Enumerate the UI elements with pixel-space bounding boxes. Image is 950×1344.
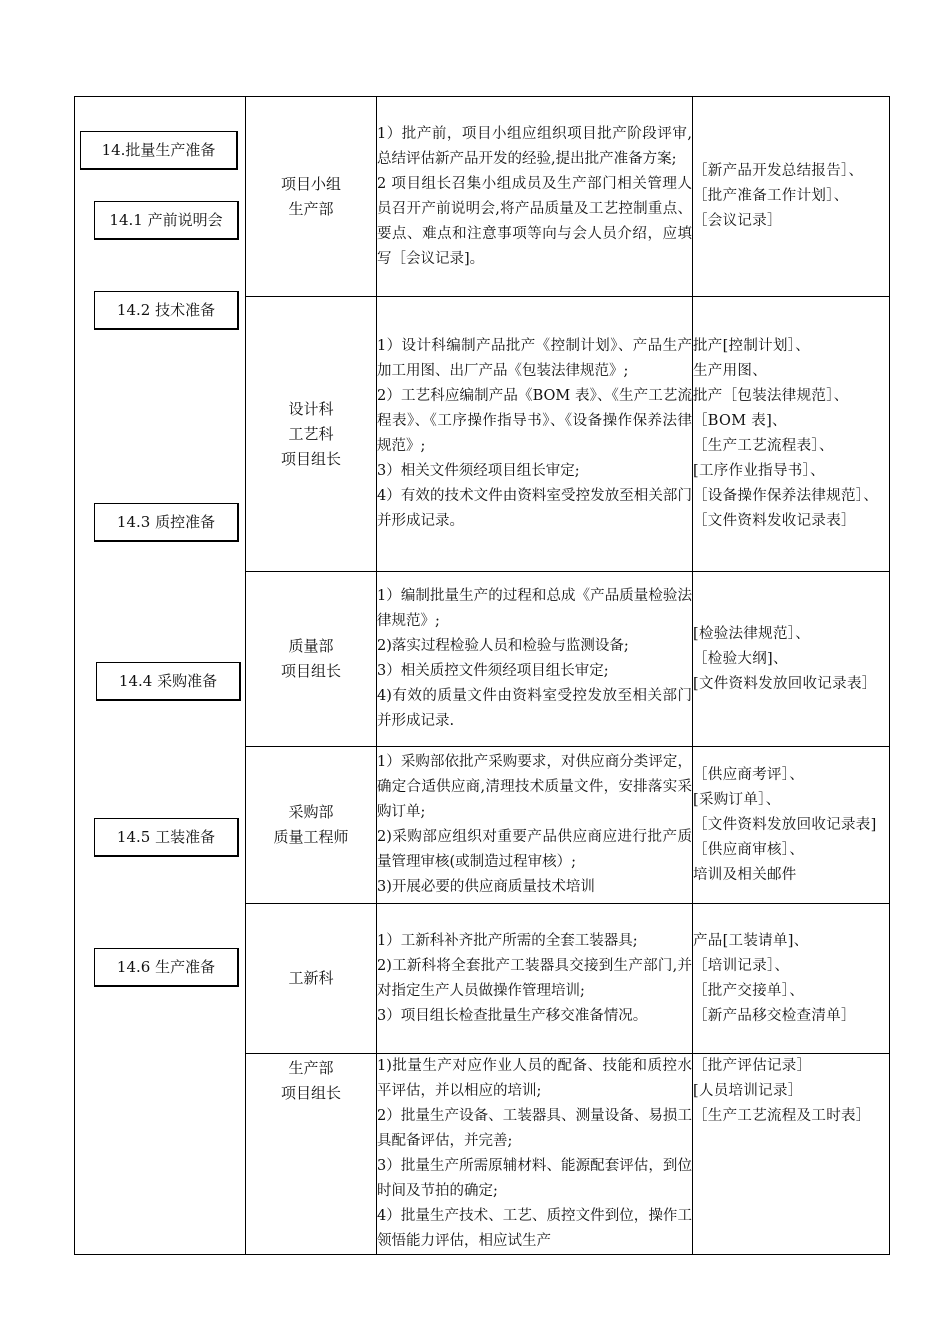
records-cell <box>693 97 890 297</box>
department-line: 质量工程师 <box>273 828 349 846</box>
flow-step-procurement-prep: 14.4 采购准备 <box>96 662 241 701</box>
department-line: 生产部 <box>288 1059 334 1077</box>
record-item: ［批产评估记录］ <box>693 1058 812 1074</box>
description-item: 1）工新科补齐批产所需的全套工装器具; <box>377 932 638 949</box>
record-item: [工序作业指导书］、 <box>693 463 825 479</box>
department-cell <box>246 97 377 297</box>
description-item: 1）编制批量生产的过程和总成《产品质量检验法律规范》; <box>377 588 692 629</box>
record-item: ［批产准备工作计划］、 <box>693 188 849 204</box>
flow-step-preproduction-briefing: 14.1 产前说明会 <box>94 201 239 240</box>
record-item: ［BOM 表]、 <box>693 413 787 429</box>
department-line: 工艺科 <box>288 424 334 443</box>
flow-step-tooling-prep: 14.5 工装准备 <box>94 818 239 857</box>
description-cell <box>377 572 693 747</box>
flow-column <box>75 97 246 1255</box>
department-cell <box>246 572 377 747</box>
description-item: 3）相关质控文件须经项目组长审定; <box>377 663 609 679</box>
description-item: 4)有效的质量文件由资料室受控发放至相关部门并形成记录. <box>377 688 692 729</box>
record-item: ［批产交接单］、 <box>693 982 805 999</box>
description-item: 3）批量生产所需原辅材料、能源配套评估，到位时间及节拍的确定; <box>377 1158 692 1199</box>
description-item: 4）有效的技术文件由资料室受控发放至相关部门并形成记录。 <box>377 488 692 529</box>
record-item: 批产［包装法律规范］、 <box>693 388 849 404</box>
record-item: ［新产品开发总结报告］、 <box>693 163 864 179</box>
record-item: ［供应商审核］、 <box>693 841 805 858</box>
record-item: 批产[控制计划］、 <box>693 338 811 354</box>
flow-step-technical-prep: 14.2 技术准备 <box>94 291 239 330</box>
description-item: 2)采购部应组织对重要产品供应商应进行批产质量管理审核(或制造过程审核）; <box>377 829 692 870</box>
department-line: 工新科 <box>288 969 334 987</box>
department-line: 生产部 <box>288 199 334 218</box>
description-item: 1)批量生产对应作业人员的配备、技能和质控水平评估，并以相应的培训; <box>377 1058 692 1099</box>
record-item: 产品[工装请单]、 <box>693 932 809 949</box>
department-line: 项目组长 <box>280 449 341 468</box>
record-item: [人员培训记录］ <box>693 1083 803 1099</box>
department-line: 采购部 <box>288 803 334 821</box>
record-item: [文件资料发放回收记录表］ <box>693 675 877 692</box>
record-item: 培训及相关邮件 <box>693 866 797 883</box>
description-item: 2）工艺科应编制产品《BOM 表》、《生产工艺流程表》、《工序操作指导书》、《设备操作保养法律规范》; <box>377 388 692 454</box>
description-item: 1）批产前，项目小组应组织项目批产阶段评审,总结评估新产品开发的经验,提出批产准备方案; <box>377 125 692 167</box>
record-item: [采购订单］、 <box>693 791 781 808</box>
department-line: 设计科 <box>288 399 334 418</box>
department-line: 项目小组 <box>280 174 341 193</box>
description-item: 1）设计科编制产品批产《控制计划》、产品生产加工用图、出厂产品《包装法律规范》; <box>377 338 692 379</box>
department-line: 项目组长 <box>280 1084 341 1102</box>
record-item: ［文件资料发收记录表］ <box>693 513 856 529</box>
record-item: ［供应商考评］、 <box>693 766 805 783</box>
record-item: ［新产品移交检查清单］ <box>693 1007 856 1024</box>
description-cell <box>377 97 693 297</box>
records-cell <box>693 572 890 747</box>
description-cell <box>377 904 693 1054</box>
description-item: 3）项目组长检查批量生产移交准备情况。 <box>377 1007 648 1024</box>
department-line: 质量部 <box>288 637 334 655</box>
description-item: 1）采购部依批产采购要求，对供应商分类评定，确定合适供应商,清理技术质量文件，安排落实采购订单; <box>377 754 692 820</box>
record-item: ［生产工艺流程表］、 <box>693 438 834 454</box>
records-cell <box>693 1054 890 1255</box>
description-item: 2）批量生产设备、工装器具、测量设备、易损工具配备评估，并完善; <box>377 1108 692 1149</box>
description-item: 4）批量生产技术、工艺、质控文件到位，操作工领悟能力评估，相应试生产 <box>377 1208 692 1249</box>
record-item: ［设备操作保养法律规范］、 <box>693 488 879 504</box>
description-cell <box>377 747 693 904</box>
record-item: ［文件资料发放回收记录表] <box>693 816 877 833</box>
flow-step-batch-production-prep: 14.批量生产准备 <box>80 131 238 170</box>
description-item: 2)落实过程检验人员和检验与监测设备; <box>377 638 629 654</box>
department-cell <box>246 904 377 1054</box>
department-cell <box>246 297 377 572</box>
record-item: [检验法律规范］、 <box>693 625 811 642</box>
description-item: 2)工新科将全套批产工装器具交接到生产部门,并对指定生产人员做操作管理培训; <box>377 957 692 999</box>
table-row <box>75 97 890 297</box>
record-item: ［会议记录］ <box>693 213 782 229</box>
department-cell <box>246 1054 377 1255</box>
record-item: ［生产工艺流程及工时表］ <box>693 1108 871 1124</box>
records-cell <box>693 904 890 1054</box>
process-table <box>74 96 890 1255</box>
record-item: ［培训记录］、 <box>693 957 790 974</box>
flow-step-production-prep: 14.6 生产准备 <box>94 948 239 987</box>
department-cell <box>246 747 377 904</box>
record-item: 生产用图、 <box>693 363 767 379</box>
record-item: ［检验大纲]、 <box>693 650 788 667</box>
flow-step-quality-control-prep: 14.3 质控准备 <box>94 503 239 542</box>
description-item: 3）相关文件须经项目组长审定; <box>377 463 580 479</box>
records-cell <box>693 747 890 904</box>
department-line: 项目组长 <box>280 662 341 680</box>
description-item: 3)开展必要的供应商质量技术培训 <box>377 879 595 895</box>
description-cell <box>377 297 693 572</box>
description-cell <box>377 1054 693 1255</box>
description-item: 2 项目组长召集小组成员及生产部门相关管理人员召开产前说明会,将产品质量及工艺控制重点、要点、难点和注意事项等向与会人员介绍，应填写［会议记录]。 <box>377 175 692 267</box>
records-cell <box>693 297 890 572</box>
